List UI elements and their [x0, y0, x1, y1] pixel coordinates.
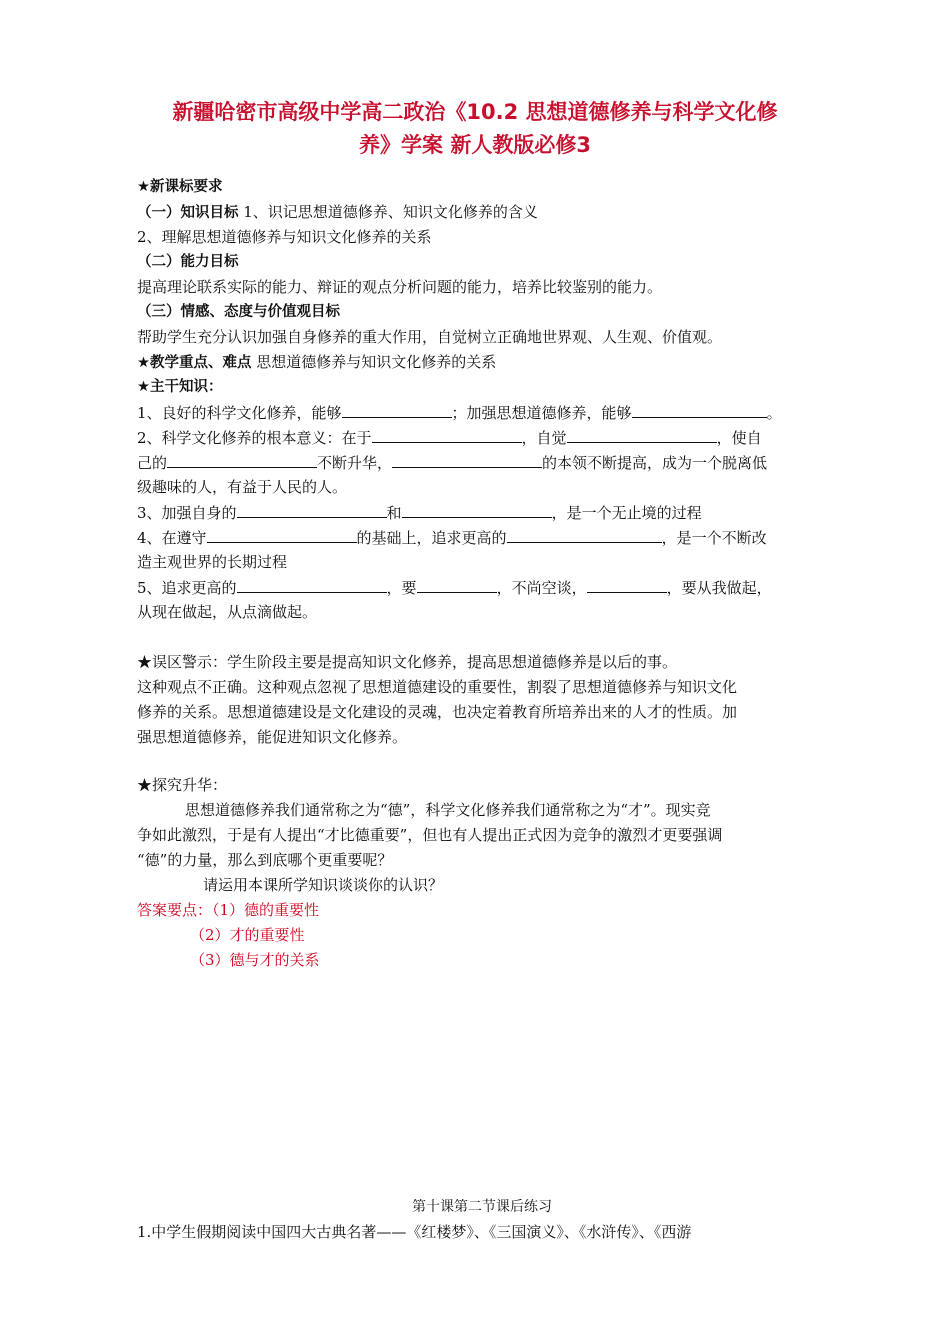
question-1	[137, 402, 827, 423]
knowledge-goal-line	[137, 202, 827, 223]
q2-text-b: ，自觉	[521, 429, 567, 447]
q2-text-c: ，使自	[716, 429, 762, 447]
fill-blank[interactable]	[507, 527, 662, 543]
document-title	[130, 96, 820, 162]
fill-blank[interactable]	[237, 502, 387, 518]
fill-blank[interactable]	[417, 577, 497, 593]
exercise-title: 第十课第二节课后练习	[412, 1199, 552, 1215]
emotion-goal-label: （三）情感、态度与价值观目标	[137, 304, 340, 320]
answer-point-2: （2）才的重要性	[190, 926, 305, 944]
q2-text-a: 2、科学文化修养的根本意义：在于	[137, 429, 372, 447]
explore-para-2: 争如此激烈，于是有人提出“才比德重要”，但也有人提出正式因为竞争的激烈才更要强调	[137, 826, 723, 844]
key-point-line	[137, 352, 827, 373]
fill-blank[interactable]	[632, 402, 767, 418]
q5-text-c: ，不尚空谈，	[496, 579, 587, 597]
explore-para-3: “德”的力量，那么到底哪个更重要呢？	[137, 851, 393, 869]
fill-blank[interactable]	[167, 452, 317, 468]
q4-text-b: 的基础上，追求更高的	[356, 529, 507, 547]
q1-text-a: 1、良好的科学文化修养，能够	[137, 404, 342, 422]
fill-blank[interactable]	[237, 577, 387, 593]
misconception-text: 学生阶段主要是提高知识文化修养，提高思想道德修养是以后的事。	[227, 653, 678, 671]
title-line-2: 养》学案 新人教版必修3	[359, 133, 591, 157]
question-5	[137, 577, 827, 598]
question-4	[137, 527, 827, 548]
answer-label: 答案要点：	[137, 901, 213, 919]
misconception-line	[137, 652, 827, 672]
misconception-para-2: 修养的关系。思想道德建设是文化建设的灵魂，也决定着教育所培养出来的人才的性质。加	[137, 703, 738, 721]
question-3	[137, 502, 827, 523]
q4-text-a: 4、在遵守	[137, 529, 207, 547]
fill-blank[interactable]	[402, 502, 552, 518]
explore-question: 请运用本课所学知识谈谈你的认识？	[203, 876, 444, 894]
section-new-standard: ★新课标要求	[137, 179, 223, 195]
q5-text-d: ，要从我做起，	[666, 579, 772, 597]
exercise-question-1: 1.中学生假期阅读中国四大古典名著——《红楼梦》、《三国演义》、《水浒传》、《西游	[137, 1223, 692, 1241]
question-2-end: 级趣味的人，有益于人民的人。	[137, 478, 348, 496]
q2-text-d: 己的	[137, 454, 168, 472]
misconception-para-1: 这种观点不正确。这种观点忽视了思想道德建设的重要性，割裂了思想道德修养与知识文化	[137, 678, 738, 696]
explore-label: ★探究升华：	[137, 776, 228, 794]
q1-text-b: ；加强思想道德修养，能够	[451, 404, 632, 422]
fill-blank[interactable]	[567, 427, 717, 443]
q2-text-f: 的本领不断提高，成为一个脱离低	[542, 454, 768, 472]
key-point-text: 思想道德修养与知识文化修养的关系	[251, 353, 497, 371]
q3-text-b: 和	[386, 504, 402, 522]
q3-text-a: 3、加强自身的	[137, 504, 237, 522]
knowledge-goal-item-2: 2、理解思想道德修养与知识文化修养的关系	[137, 228, 432, 246]
question-5-end: 从现在做起，从点滴做起。	[137, 603, 318, 621]
emotion-goal-text: 帮助学生充分认识加强自身修养的重大作用，自觉树立正确地世界观、人生观、价值观。	[137, 328, 723, 346]
question-4-end: 造主观世界的长期过程	[137, 553, 288, 571]
misconception-para-3: 强思想道德修养，能促进知识文化修养。	[137, 728, 408, 746]
q3-text-c: ，是一个无止境的过程	[551, 504, 702, 522]
misconception-label: ★误区警示：	[137, 653, 228, 671]
q2-text-e: 不断升华，	[317, 454, 393, 472]
answer-line	[137, 900, 827, 920]
knowledge-goal-label: （一）知识目标	[137, 205, 239, 221]
fill-blank[interactable]	[372, 427, 522, 443]
ability-goal-text: 提高理论联系实际的能力、辩证的观点分析问题的能力，培养比较鉴别的能力。	[137, 278, 663, 296]
q5-text-b: ，要	[386, 579, 417, 597]
question-2	[137, 427, 827, 448]
title-line-1: 新疆哈密市高级中学高二政治《10.2 思想道德修养与科学文化修	[172, 100, 778, 124]
fill-blank[interactable]	[207, 527, 357, 543]
fill-blank[interactable]	[587, 577, 667, 593]
fill-blank[interactable]	[342, 402, 452, 418]
ability-goal-label: （二）能力目标	[137, 254, 239, 270]
q1-text-c: 。	[766, 404, 782, 422]
main-knowledge-label: ★主干知识：	[137, 379, 223, 395]
knowledge-goal-item-1: 1、识记思想道德修养、知识文化修养的含义	[238, 203, 538, 221]
answer-point-3: （3）德与才的关系	[190, 951, 320, 969]
q4-text-c: ，是一个不断改	[661, 529, 767, 547]
key-point-label: ★教学重点、难点	[137, 355, 252, 371]
question-2-cont	[137, 452, 827, 473]
fill-blank[interactable]	[392, 452, 542, 468]
explore-para-1: 思想道德修养我们通常称之为“德”，科学文化修养我们通常称之为“才”。现实竞	[185, 801, 711, 819]
answer-point-1: （1）德的重要性	[212, 901, 320, 919]
q5-text-a: 5、追求更高的	[137, 579, 237, 597]
